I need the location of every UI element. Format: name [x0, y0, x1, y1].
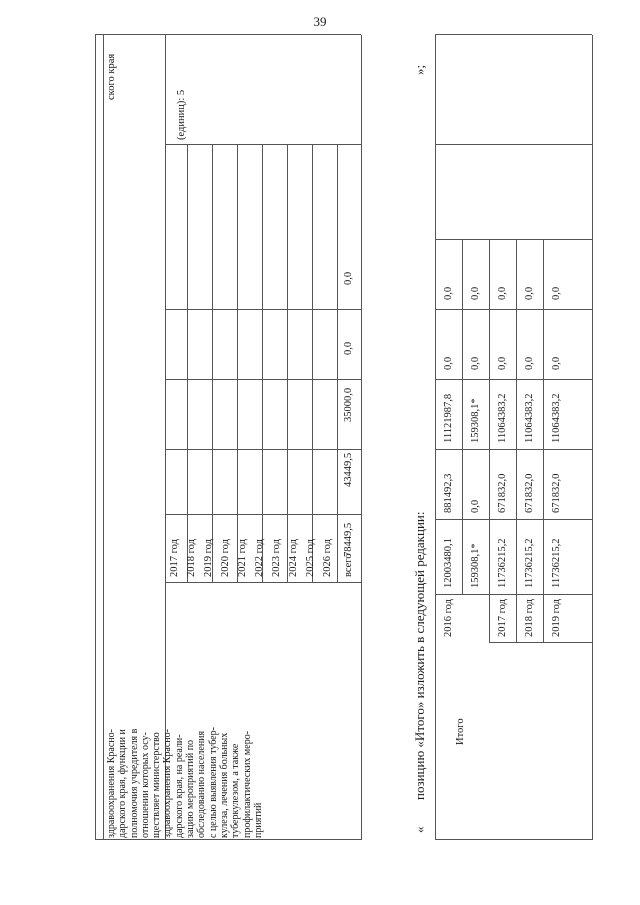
result-count-text: (единиц): 5	[176, 89, 187, 140]
lower-table-value: 0,0	[551, 286, 562, 300]
lower-table-value: 11121987,8	[443, 393, 454, 443]
lower-table-value: 0,0	[497, 356, 508, 370]
upper-year-label: 2020 год	[220, 539, 231, 577]
description-line: ществляет министерство	[151, 732, 163, 838]
description-line: зацию мероприятий по	[185, 739, 197, 838]
description-line: отношении которых осу-	[139, 732, 151, 838]
total-value-3: 35000,0	[343, 387, 354, 422]
instruction-text: позицию «Итого» изложить в следующей редакции:	[412, 511, 427, 800]
upper-year-label: 2019 год	[203, 539, 214, 577]
lower-table-value: 11736215,2	[497, 538, 508, 588]
lower-table-value: 0,0	[497, 286, 508, 300]
upper-year-label: 2026 год	[322, 539, 333, 577]
total-value-1: 78449,5	[343, 522, 354, 557]
lower-table-value: 11064383,2	[551, 393, 562, 443]
lower-table-value: 11064383,2	[524, 393, 535, 443]
lower-table-value: 0,0	[470, 499, 481, 513]
lower-table-value: 671832,0	[524, 473, 535, 513]
rotated-page-content	[40, 10, 600, 880]
lower-table-value: 881492,3	[443, 473, 454, 513]
lower-table-value: 0,0	[443, 286, 454, 300]
description-line: приятий	[252, 802, 264, 838]
lower-table-value: 159308,1*	[470, 543, 481, 588]
lower-table-value: 0,0	[470, 286, 481, 300]
lower-year-label: 2017 год	[497, 599, 508, 637]
upper-year-label: 2025 год	[305, 539, 316, 577]
lower-table-value: 11064383,2	[497, 393, 508, 443]
total-value-2: 43449,5	[343, 452, 354, 487]
quote-open: «	[412, 826, 427, 833]
quote-close: »;	[412, 64, 427, 75]
upper-year-label: 2024 год	[288, 539, 299, 577]
lower-table-value: 671832,0	[497, 473, 508, 513]
description-line: дарского края, на реали-	[173, 734, 185, 838]
description-line: профилактических меро-	[241, 730, 253, 838]
total-value-4: 0,0	[343, 341, 354, 355]
lower-year-label: 2019 год	[551, 599, 562, 637]
description-line: кулеза, лечения больных	[218, 732, 230, 838]
total-label: всего	[343, 553, 354, 577]
lower-year-label: 2016 год	[443, 599, 454, 637]
description-line: с целью выявления тубер-	[207, 727, 219, 838]
upper-table-description	[106, 727, 264, 838]
upper-year-label: 2021 год	[237, 539, 248, 577]
description-line: полномочия учредителя в	[128, 728, 140, 838]
description-line: здравоохранения Красно-	[106, 729, 117, 838]
page-number: 39	[313, 14, 327, 29]
lower-table-value: 0,0	[524, 356, 535, 370]
upper-year-label: 2022 год	[254, 539, 265, 577]
lower-table-value: 12003480,1	[443, 538, 454, 588]
lower-table-label: Итого	[455, 718, 466, 745]
lower-year-label: 2018 год	[524, 599, 535, 637]
lower-table-value: 11736215,2	[551, 538, 562, 588]
lower-table-value: 671832,0	[551, 473, 562, 513]
description-line: обследованию населения	[196, 730, 208, 838]
lower-table-value: 0,0	[524, 286, 535, 300]
customer-text: ского края	[106, 53, 117, 100]
lower-table-value: 159308,1*	[470, 398, 481, 443]
description-line: туберкулезом, а также	[230, 743, 242, 838]
lower-table-value: 0,0	[470, 356, 481, 370]
upper-year-label: 2018 год	[186, 539, 197, 577]
lower-table-value: 11736215,2	[524, 538, 535, 588]
lower-table-value: 0,0	[551, 356, 562, 370]
description-line: дарского края, функции и	[117, 729, 129, 838]
lower-table-value: 0,0	[443, 356, 454, 370]
upper-year-label: 2017 год	[169, 539, 180, 577]
upper-year-label: 2023 год	[271, 539, 282, 577]
total-value-5: 0,0	[343, 271, 354, 285]
description-line: здравоохранения Красно-	[162, 729, 174, 838]
